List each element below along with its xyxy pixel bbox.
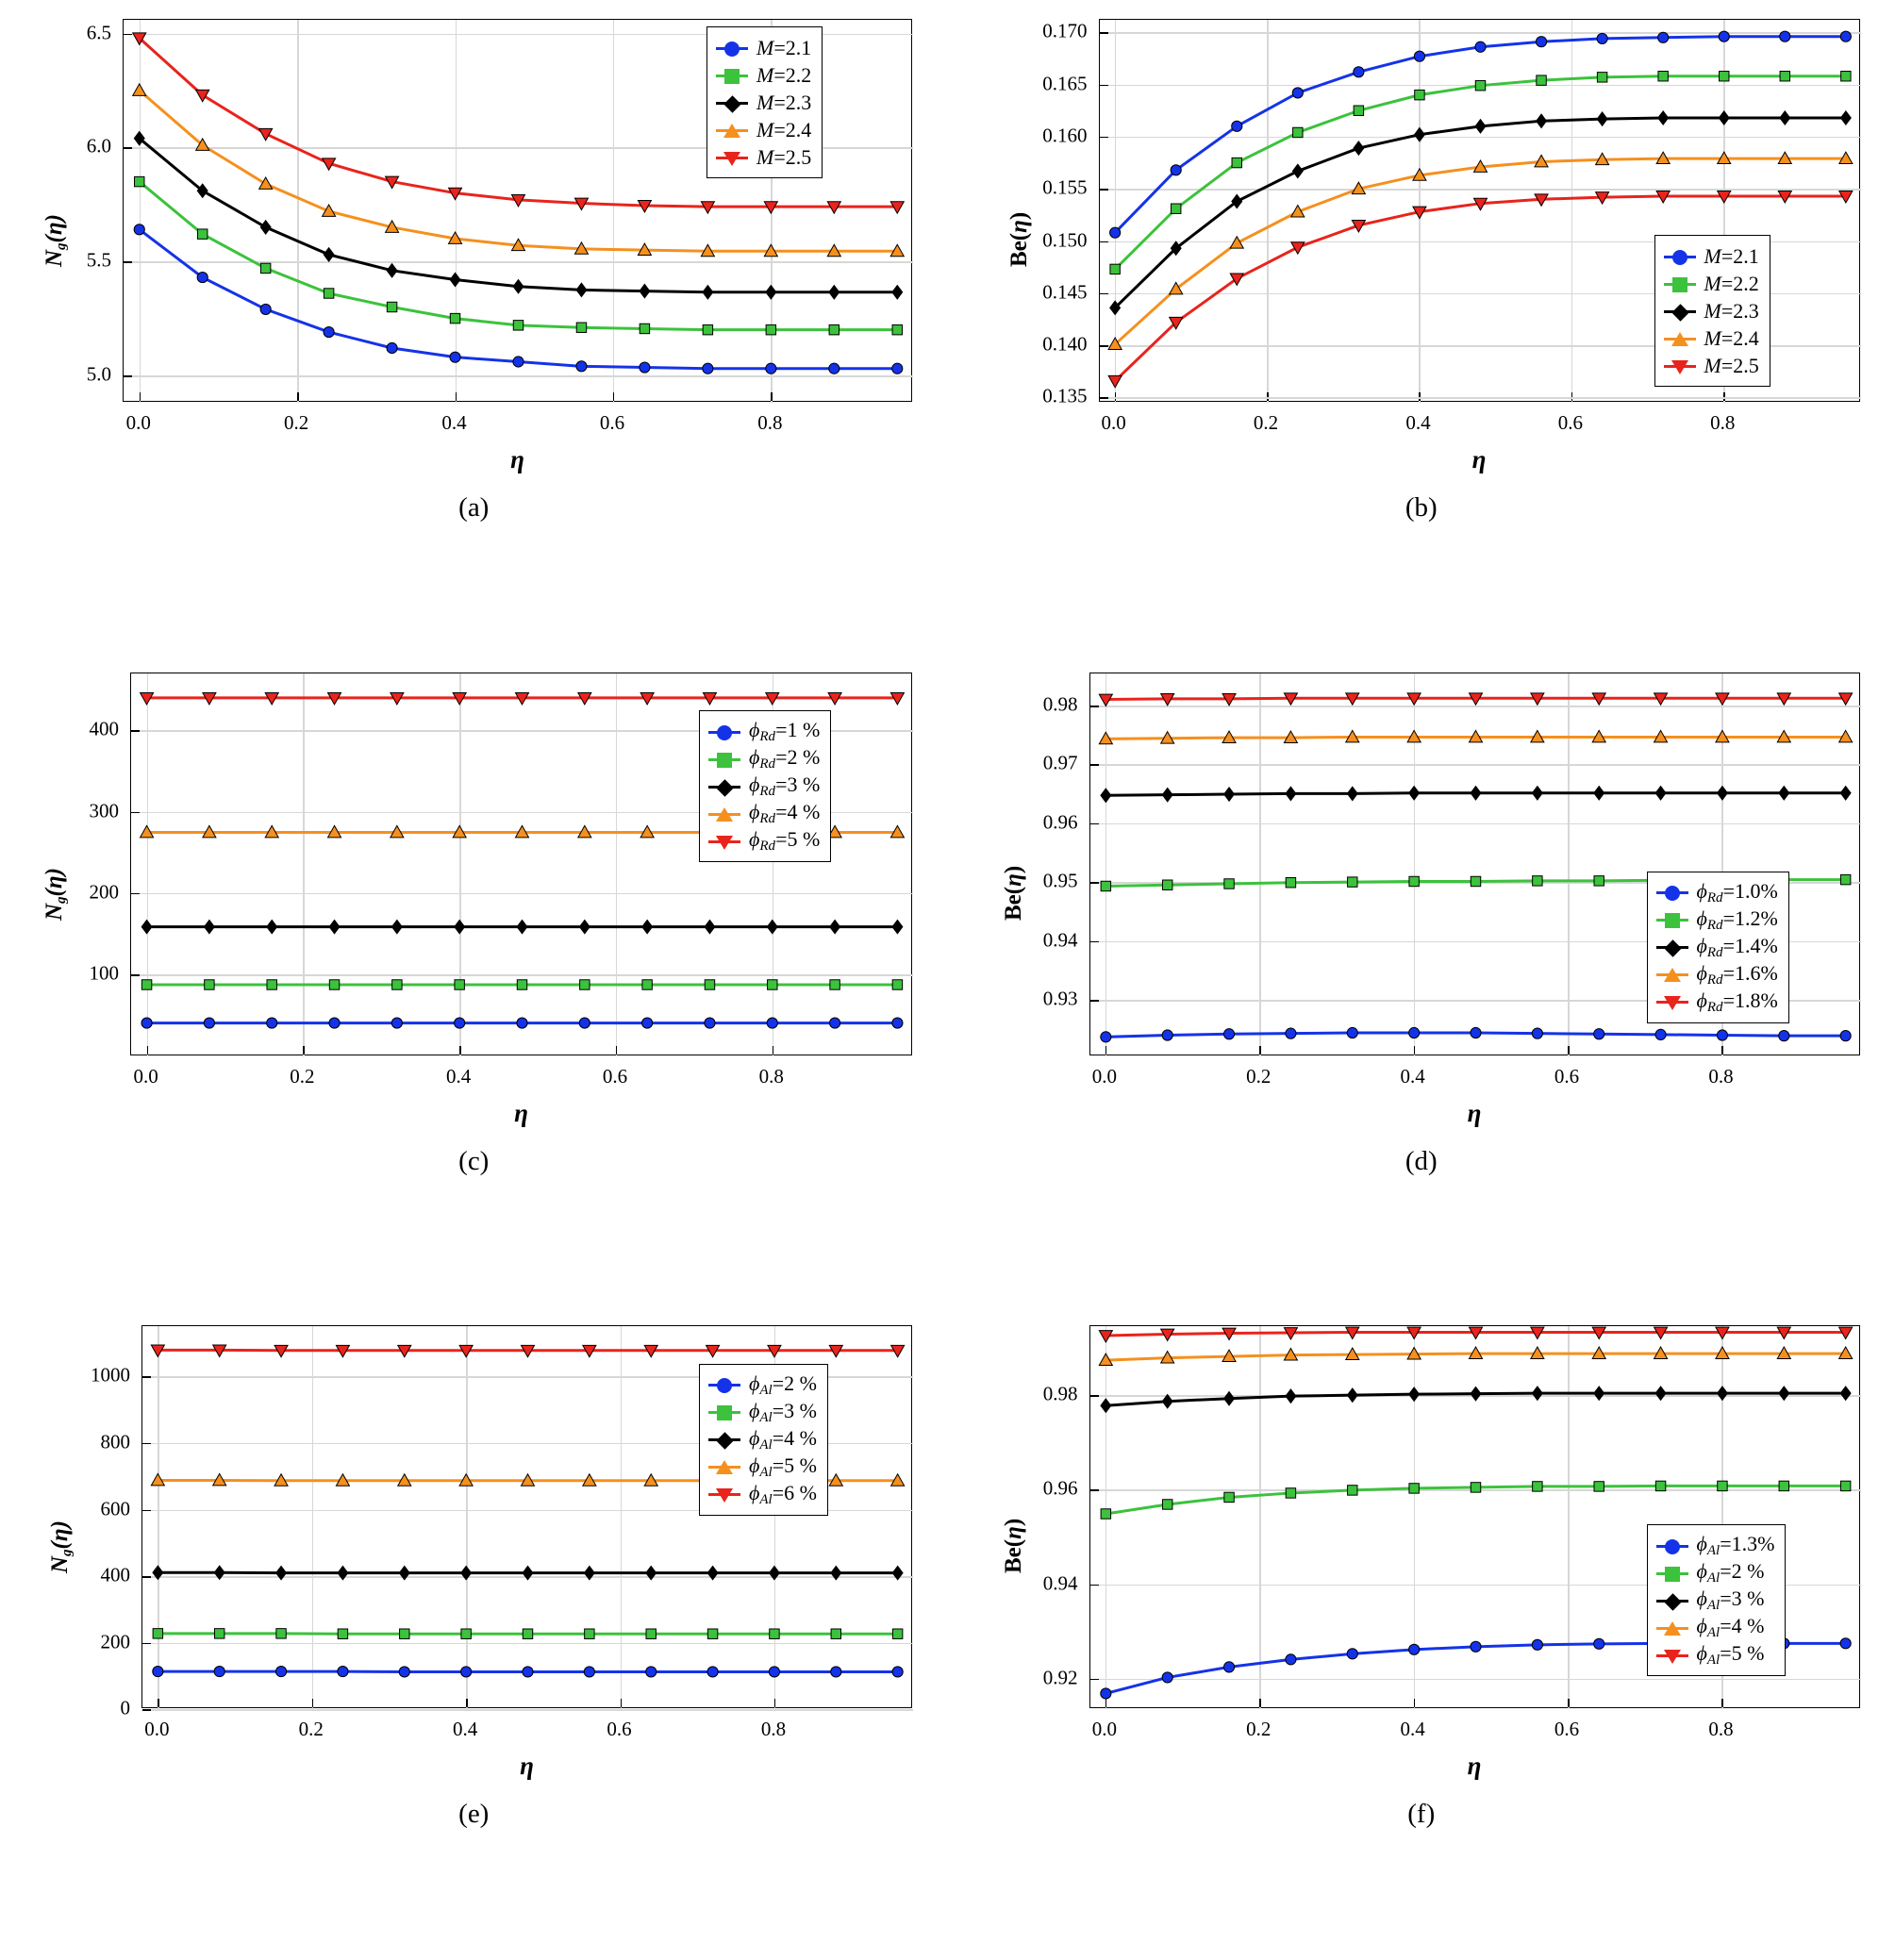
y-tick-label: 0.145 <box>1042 280 1088 304</box>
x-tick-label: 0.0 <box>125 411 151 434</box>
legend-marker-icon <box>708 1403 740 1421</box>
x-tick-label: 0.2 <box>1253 411 1279 434</box>
panel-b <box>957 6 1887 534</box>
legend-marker-icon <box>1656 938 1688 956</box>
y-tick-label: 200 <box>100 1630 130 1653</box>
legend-item[interactable] <box>1664 270 1759 297</box>
legend-item[interactable] <box>708 1481 817 1508</box>
x-tick-label: 0.6 <box>607 1718 632 1741</box>
x-tick-label: 0.0 <box>144 1718 170 1741</box>
panel-d <box>957 659 1887 1188</box>
x-axis-label: η <box>1467 1752 1482 1781</box>
panel-caption: (c) <box>458 1145 490 1176</box>
y-axis-label: Be(η) <box>1006 211 1032 267</box>
legend-marker-icon <box>708 1485 740 1503</box>
legend-label: $\phi_{Al}=6$ % <box>749 1480 817 1507</box>
legend-label: M=2.3 <box>756 90 812 114</box>
y-tick-label: 0.94 <box>1042 928 1078 952</box>
panel-b-cell <box>948 0 1895 654</box>
y-axis-label: Be(η) <box>1000 865 1026 921</box>
legend-label: $\phi_{Al}=3$ % <box>1696 1586 1765 1614</box>
legend-label: $\phi_{Al}=2$ % <box>749 1370 817 1398</box>
y-tick-label: 0.155 <box>1042 175 1088 199</box>
x-tick-label: 0.4 <box>1405 411 1431 434</box>
legend-item[interactable] <box>708 800 820 827</box>
legend-item[interactable] <box>1656 879 1778 906</box>
y-axis-label: Be(η) <box>1000 1519 1026 1574</box>
legend-label: M=2.4 <box>756 117 812 141</box>
legend-label: $\phi_{Al}=4$ % <box>749 1425 817 1453</box>
y-tick-label: 600 <box>100 1497 130 1520</box>
legend-label: $\phi_{Al}=1.3\%$ <box>1696 1532 1775 1559</box>
legend-label: $\phi_{Rd}=1.0\%$ <box>1696 878 1778 905</box>
x-tick-label: 0.0 <box>1091 1064 1117 1088</box>
legend-item[interactable] <box>1656 1559 1775 1586</box>
legend-item[interactable] <box>1656 906 1778 934</box>
panel-caption: (f) <box>1407 1799 1436 1830</box>
legend-item[interactable] <box>1664 352 1759 379</box>
legend-marker-icon <box>716 66 748 85</box>
legend-marker-icon <box>708 750 740 769</box>
y-tick-label: 400 <box>100 1563 130 1586</box>
y-tick-label: 800 <box>100 1430 130 1453</box>
legend-item[interactable] <box>716 61 811 89</box>
legend-e <box>699 1364 828 1516</box>
x-tick-label: 0.0 <box>133 1064 158 1088</box>
panel-e <box>9 1312 939 1840</box>
legend-label: M=2.3 <box>1704 298 1759 323</box>
panel-a-cell <box>0 0 948 654</box>
gridline-horizontal <box>142 1709 913 1711</box>
x-axis-label: η <box>520 1752 534 1781</box>
y-tick-label: 0.150 <box>1042 228 1088 252</box>
legend-f <box>1647 1524 1787 1676</box>
x-tick-label: 0.6 <box>602 1064 628 1088</box>
legend-marker-icon <box>1656 1536 1688 1555</box>
x-tick-label: 0.6 <box>1557 411 1583 434</box>
y-tick-label: 6.5 <box>86 21 111 43</box>
y-tick-label: 0.97 <box>1042 751 1078 774</box>
legend-item[interactable] <box>708 772 820 800</box>
x-tick-label: 0.2 <box>284 411 309 434</box>
x-tick-label: 0.8 <box>757 411 783 434</box>
legend-marker-icon <box>1656 1646 1688 1665</box>
x-tick-label: 0.8 <box>1708 1718 1734 1741</box>
y-tick-label: 6.0 <box>86 134 111 158</box>
y-tick-label: 400 <box>89 717 119 740</box>
x-tick-label: 0.0 <box>1101 411 1126 434</box>
legend-label: $\phi_{Rd}=5$ % <box>749 827 821 855</box>
legend-c <box>699 710 831 862</box>
legend-label: $\phi_{Rd}=1.4\%$ <box>1696 933 1778 960</box>
legend-label: $\phi_{Rd}=1.6\%$ <box>1696 960 1778 988</box>
y-tick-label: 0.160 <box>1042 124 1088 147</box>
panel-c <box>9 659 939 1188</box>
y-tick-label: 1000 <box>91 1363 130 1387</box>
legend-item[interactable] <box>708 718 820 745</box>
legend-label: M=2.1 <box>756 35 812 59</box>
panel-caption: (d) <box>1405 1145 1438 1176</box>
panel-c-cell <box>0 654 948 1307</box>
legend-marker-icon <box>1664 247 1696 266</box>
x-tick-label: 0.8 <box>758 1064 784 1088</box>
y-tick-label: 0.95 <box>1042 869 1078 892</box>
x-tick-label: 0.8 <box>1708 1064 1734 1088</box>
legend-marker-icon <box>1656 1591 1688 1610</box>
panel-d-cell <box>948 654 1895 1307</box>
legend-marker-icon <box>1664 274 1696 293</box>
legend-label: M=2.2 <box>756 62 812 87</box>
legend-label: $\phi_{Al}=2$ % <box>1696 1559 1765 1586</box>
y-tick-label: 0.140 <box>1042 332 1088 356</box>
legend-marker-icon <box>1664 329 1696 348</box>
y-tick-label: 100 <box>89 961 119 985</box>
legend-item[interactable] <box>1656 934 1778 961</box>
legend-marker-icon <box>716 39 748 58</box>
y-tick-label: 0 <box>120 1696 130 1719</box>
legend-label: $\phi_{Rd}=2$ % <box>749 745 821 772</box>
legend-marker-icon <box>708 723 740 741</box>
legend-item[interactable] <box>716 116 811 143</box>
x-axis-label: η <box>514 1098 528 1127</box>
legend-label: $\phi_{Rd}=4$ % <box>749 800 821 827</box>
y-tick-label: 0.98 <box>1042 692 1078 716</box>
legend-item[interactable] <box>716 89 811 116</box>
y-tick-label: 0.93 <box>1042 987 1078 1010</box>
legend-marker-icon <box>1656 910 1688 929</box>
legend-item[interactable] <box>1656 1614 1775 1641</box>
legend-marker-icon <box>1656 883 1688 902</box>
x-tick-label: 0.6 <box>1554 1064 1580 1088</box>
legend-marker-icon <box>708 1375 740 1394</box>
legend-item[interactable] <box>1656 1641 1775 1669</box>
legend-label: $\phi_{Rd}=1.2\%$ <box>1696 905 1778 933</box>
legend-marker-icon <box>708 805 740 823</box>
legend-item[interactable] <box>1656 961 1778 988</box>
legend-marker-icon <box>716 121 748 140</box>
legend-marker-icon <box>708 1457 740 1476</box>
legend-item[interactable] <box>1664 324 1759 352</box>
panel-f <box>957 1312 1887 1840</box>
legend-item[interactable] <box>1656 988 1778 1016</box>
legend-marker-icon <box>1656 992 1688 1011</box>
legend-label: $\phi_{Rd}=3$ % <box>749 772 821 800</box>
legend-item[interactable] <box>1656 1532 1775 1559</box>
legend-label: $\phi_{Al}=4$ % <box>1696 1614 1765 1641</box>
panel-caption: (e) <box>458 1799 490 1830</box>
y-axis-label: $N_g(\eta)$ <box>42 867 69 921</box>
legend-item[interactable] <box>708 1453 817 1481</box>
legend-item[interactable] <box>1664 242 1759 270</box>
y-tick-label: 0.98 <box>1042 1382 1078 1405</box>
panel-e-cell <box>0 1306 948 1960</box>
legend-label: M=2.1 <box>1704 243 1759 268</box>
legend-marker-icon <box>708 832 740 851</box>
x-tick-label: 0.4 <box>1400 1718 1425 1741</box>
x-tick-label: 0.4 <box>446 1064 472 1088</box>
x-axis-label: η <box>510 445 524 473</box>
x-tick-label: 0.4 <box>1400 1064 1425 1088</box>
legend-a <box>706 26 823 178</box>
legend-label: M=2.5 <box>756 144 812 169</box>
y-tick-label: 0.96 <box>1042 810 1078 834</box>
legend-label: M=2.5 <box>1704 353 1759 377</box>
panel-caption: (a) <box>458 492 490 523</box>
legend-label: $\phi_{Rd}=1.8\%$ <box>1696 988 1778 1015</box>
y-tick-label: 300 <box>89 799 119 822</box>
y-tick-label: 0.170 <box>1042 19 1088 42</box>
legend-item[interactable] <box>716 143 811 171</box>
x-tick-label: 0.8 <box>1710 411 1736 434</box>
x-tick-label: 0.6 <box>1554 1718 1580 1741</box>
y-tick-label: 0.135 <box>1042 384 1088 407</box>
legend-marker-icon <box>1664 302 1696 321</box>
legend-item[interactable] <box>708 827 820 855</box>
panel-a <box>9 6 939 534</box>
y-tick-label: 0.94 <box>1042 1571 1078 1594</box>
y-tick-label: 5.0 <box>86 362 111 386</box>
legend-item[interactable] <box>708 1399 817 1426</box>
legend-label: $\phi_{Al}=5$ % <box>749 1453 817 1480</box>
legend-item[interactable] <box>708 745 820 772</box>
y-axis-label: $N_g(\eta)$ <box>42 214 69 267</box>
legend-marker-icon <box>1656 965 1688 984</box>
y-tick <box>142 1709 151 1711</box>
legend-label: M=2.4 <box>1704 325 1759 350</box>
legend-marker-icon <box>716 93 748 112</box>
legend-label: M=2.2 <box>1704 271 1759 295</box>
x-tick-label: 0.4 <box>441 411 467 434</box>
legend-label: $\phi_{Al}=5$ % <box>1696 1641 1765 1669</box>
y-tick-label: 0.165 <box>1042 72 1088 95</box>
legend-item[interactable] <box>1656 1586 1775 1614</box>
panel-f-cell <box>948 1306 1895 1960</box>
x-tick-label: 0.2 <box>298 1718 324 1741</box>
legend-b <box>1654 235 1770 387</box>
x-tick-label: 0.2 <box>1246 1064 1272 1088</box>
legend-marker-icon <box>1656 1619 1688 1637</box>
legend-item[interactable] <box>716 34 811 61</box>
y-axis-label: $N_g(\eta)$ <box>47 1520 75 1574</box>
x-tick-label: 0.0 <box>1091 1718 1117 1741</box>
y-tick-label: 5.5 <box>86 248 111 272</box>
x-tick-label: 0.8 <box>760 1718 787 1741</box>
y-tick-label: 0.96 <box>1042 1476 1078 1500</box>
x-axis-label: η <box>1471 445 1487 473</box>
x-axis-label: η <box>1467 1098 1482 1127</box>
y-tick-label: 200 <box>89 880 119 904</box>
x-tick-label: 0.6 <box>599 411 625 434</box>
legend-label: $\phi_{Rd}=1$ % <box>749 718 821 745</box>
legend-marker-icon <box>708 1430 740 1449</box>
legend-d <box>1647 872 1789 1023</box>
legend-marker-icon <box>716 148 748 167</box>
legend-label: $\phi_{Al}=3$ % <box>749 1398 817 1425</box>
legend-item[interactable] <box>708 1426 817 1453</box>
legend-marker-icon <box>1664 357 1696 375</box>
legend-item[interactable] <box>708 1371 817 1399</box>
legend-marker-icon <box>1656 1564 1688 1583</box>
x-tick-label: 0.2 <box>1246 1718 1272 1741</box>
legend-item[interactable] <box>1664 297 1759 324</box>
legend-marker-icon <box>708 777 740 796</box>
y-tick-label: 0.92 <box>1042 1666 1078 1689</box>
panel-caption: (b) <box>1405 492 1438 523</box>
x-tick-label: 0.4 <box>453 1718 478 1741</box>
x-tick-label: 0.2 <box>290 1064 315 1088</box>
